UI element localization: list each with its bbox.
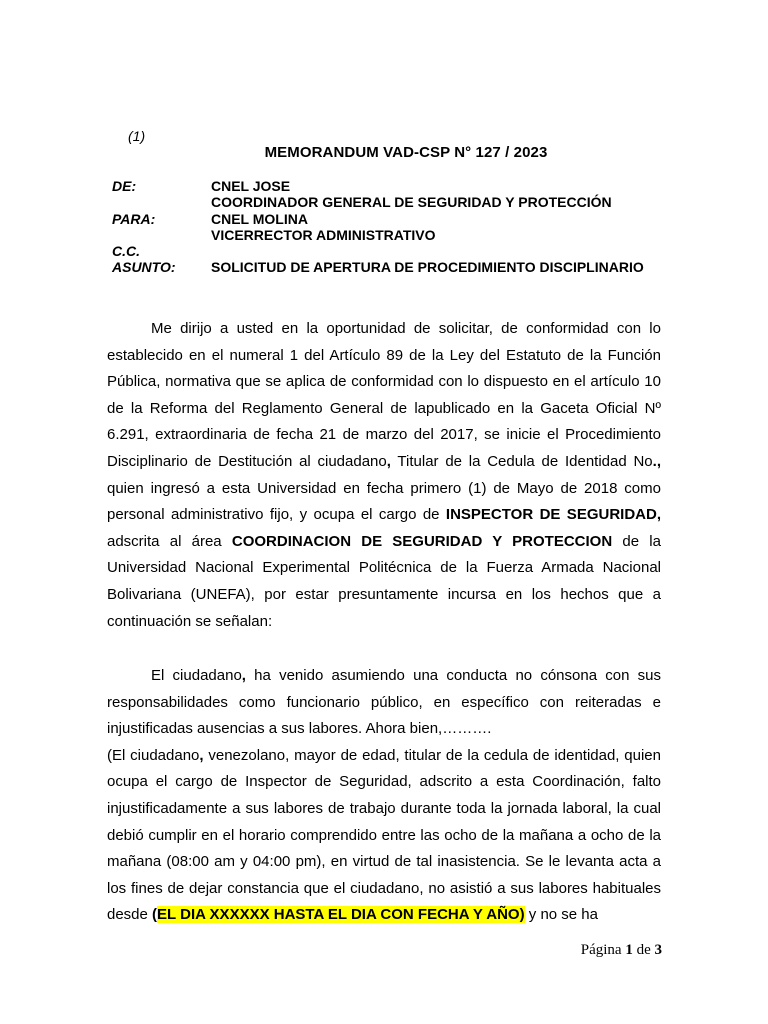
asunto-label: ASUNTO: [112, 259, 176, 276]
paragraph-request [107, 316, 661, 635]
page-word: Página [580, 942, 622, 958]
de-name: CNEL JOSE [211, 178, 291, 194]
memo-header [112, 178, 644, 276]
de-title: COORDINADOR GENERAL DE SEGURIDAD Y PROTECCIÓN [211, 194, 612, 211]
p1-text-a: Me dirijo a usted en la oportunidad de solicitar, de conformidad con lo establecido en el numeral 1 del Artículo 89 de la Ley del Estatuto de la Función Pública, normativa que se aplica de conformidad con lo dispuesto en el artículo 10 de la Reforma del Reglamento General de lapublicado en la Gaceta Oficial Nº 6.291, extraordinaria de fecha 21 de marzo del 2017, se inicie el Procedimiento Disciplinario de Destitución al ciudadano [107, 320, 661, 470]
p3-comma: , [199, 746, 204, 764]
para-label: PARA: [112, 210, 156, 227]
header-row-de [112, 178, 644, 194]
paragraph-conduct [107, 663, 661, 743]
header-row-cc [112, 243, 644, 259]
p1-text-d: adscrita al área [107, 532, 232, 550]
p2-text-b: ha venido asumiendo una conducta no cónsona con sus responsabilidades como funcionario público, en específico con reiteradas e injustificadas ausencias a sus labores. Ahora bien,………. [107, 667, 662, 738]
memo-title: MEMORANDUM VAD-CSP N° 127 / 2023 [264, 144, 548, 161]
current-page: 1 [625, 942, 633, 958]
p3-text-c: y no se ha [524, 906, 598, 924]
p1-text-c: quien ingresó a esta Universidad en fecha primero (1) de Mayo de 2018 como personal administrativo fijo, y ocupa el cargo de [107, 479, 661, 524]
header-row-asunto [112, 259, 644, 275]
total-pages: 3 [654, 942, 662, 958]
body-paragraph-1 [107, 316, 661, 635]
header-row-de-title [112, 194, 644, 210]
de-label: DE: [112, 178, 137, 194]
paragraph-facts [107, 743, 661, 929]
asunto-value: SOLICITUD DE APERTURA DE PROCEDIMIENTO DISCIPLINARIO [211, 259, 644, 276]
header-row-para-title [112, 227, 644, 243]
body-paragraph-2 [107, 663, 661, 929]
para-title: VICERRECTOR ADMINISTRATIVO [211, 226, 436, 243]
reference-number: (1) [128, 128, 146, 144]
of-word: de [636, 942, 651, 958]
p1-dotcomma: ., [652, 452, 661, 470]
p3-paren: ( [152, 906, 158, 924]
p1-area: COORDINACION DE SEGURIDAD Y PROTECCION [231, 532, 613, 550]
p2-comma: , [241, 667, 246, 684]
p3-text-a: (El ciudadano [107, 746, 200, 764]
header-row-para [112, 211, 644, 227]
empty-label [112, 227, 211, 243]
p1-text-e: de la Universidad Nacional Experimental Politécnica de la Fuerza Armada Nacional Bolivariana (UNEFA), por estar presuntamente incursa en los hechos que a continuación se señalan: [107, 532, 661, 630]
p3-text-b: venezolano, mayor de edad, titular de la cedula de identidad, quien ocupa el cargo de Inspector de Seguridad, adscrito a esta Coordinación, falto injustificadamente a sus labores de trabajo durante toda la jornada laboral, la cual debió cumplir en el horario comprendido entre las ocho de la mañana a ocho de la mañana (08:00 am y 04:00 pm), en virtud de tal inasistencia. Se le levanta acta a los fines de dejar constancia que el ciudadano, no asistió a sus labores habituales desde [107, 746, 661, 924]
p1-cargo: INSPECTOR DE SEGURIDAD, [445, 506, 661, 524]
p2-text-a: El ciudadano [151, 667, 242, 684]
cc-label: C.C. [112, 243, 140, 260]
para-name: CNEL MOLINA [211, 210, 308, 227]
date-range-highlight: EL DIA XXXXXX HASTA EL DIA CON FECHA Y AÑO) [157, 906, 525, 924]
empty-label [112, 194, 211, 210]
p1-text-b: Titular de la Cedula de Identidad No [390, 452, 653, 470]
page-number-footer [581, 942, 662, 959]
p1-comma: , [386, 452, 391, 470]
